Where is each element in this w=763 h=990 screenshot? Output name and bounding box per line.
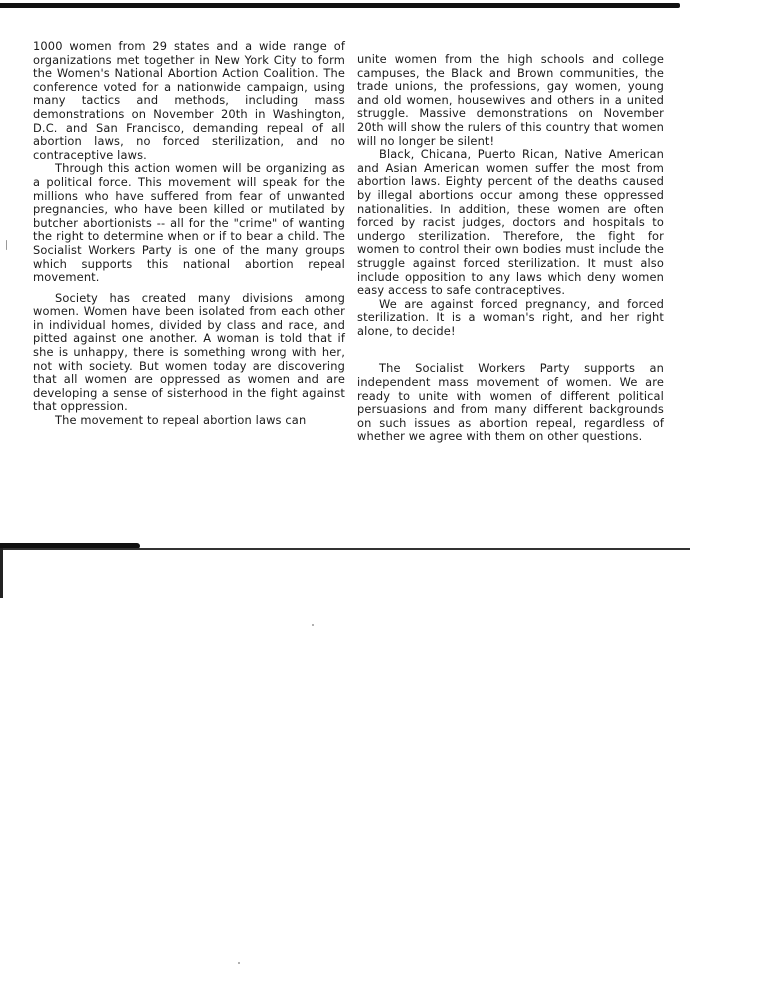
paragraph-nationalities: Black, Chicana, Puerto Rican, Native American and Asian American women suffer the most from abortion laws. Eighty percent of the deaths caused by illegal abortions occur among these oppressed nationalities. In addition, these women are often forced by racist judges, doctors and hospitals to undergo sterilization. Therefore, the fight for women to control their own bodies must include the struggle against forced sterilization. It must also include opposition to any laws which deny women easy access to safe contraceptives. [357,147,664,298]
scan-speck [238,962,240,964]
scan-speck [312,624,314,626]
paragraph-divisions: Society has created many divisions among women. Women have been isolated from each other in individual homes, divided by class and race, and pitted against one another. A woman is told that if she is unhappy, there is something wrong with her, not with society. But women today are discovering that all women are oppressed as women and are developing a sense of sisterhood in the fight against that oppression. [33,290,345,414]
bottom-rule [0,548,690,550]
paragraph-coalition: 1000 women from 29 states and a wide range of organizations met together in New York City to form the Women's National Abortion Action Coalition. The conference voted for a nationwide campaign, using many tactics and methods, including mass demonstrations on November 20th in Washington, D.C. and San Francisco, demanding repeal of all abortion laws, no forced sterilization, and no contraceptive laws. [33,39,345,162]
left-edge-mark [0,548,3,598]
paragraph-movement-start: The movement to repeal abortion laws can [55,413,307,428]
right-column [357,53,664,444]
scan-speck [6,240,7,250]
paragraph-against-forced: We are against forced pregnancy, and forced sterilization. It is a woman's right, and her right alone, to decide! [357,296,664,338]
paragraph-unite: unite women from the high schools and college campuses, the Black and Brown communities, the trade unions, the professions, gay women, young and old women, housewives and others in a united struggle. Massive demonstrations on November 20th will show the rulers of this country that women will no longer be silent! [357,52,664,148]
top-rule [0,3,680,8]
paragraph-political-force: Through this action women will be organizing as a political force. This movement will speak for the millions who have suffered from fear of unwanted pregnancies, who have been killed or mutilated by butcher abortionists -- all for the "crime" of wanting the right to determine when or if to bear a child. The Socialist Workers Party is one of the many groups which supports this national abortion repeal movement. [33,161,345,285]
left-column [33,40,345,428]
paragraph-swp-supports: The Socialist Workers Party supports an independent mass movement of women. We are ready to unite with women of different political persuasions and from many different backgrounds on such issues as abortion repeal, regardless of whether we agree with them on other questions. [357,361,664,444]
